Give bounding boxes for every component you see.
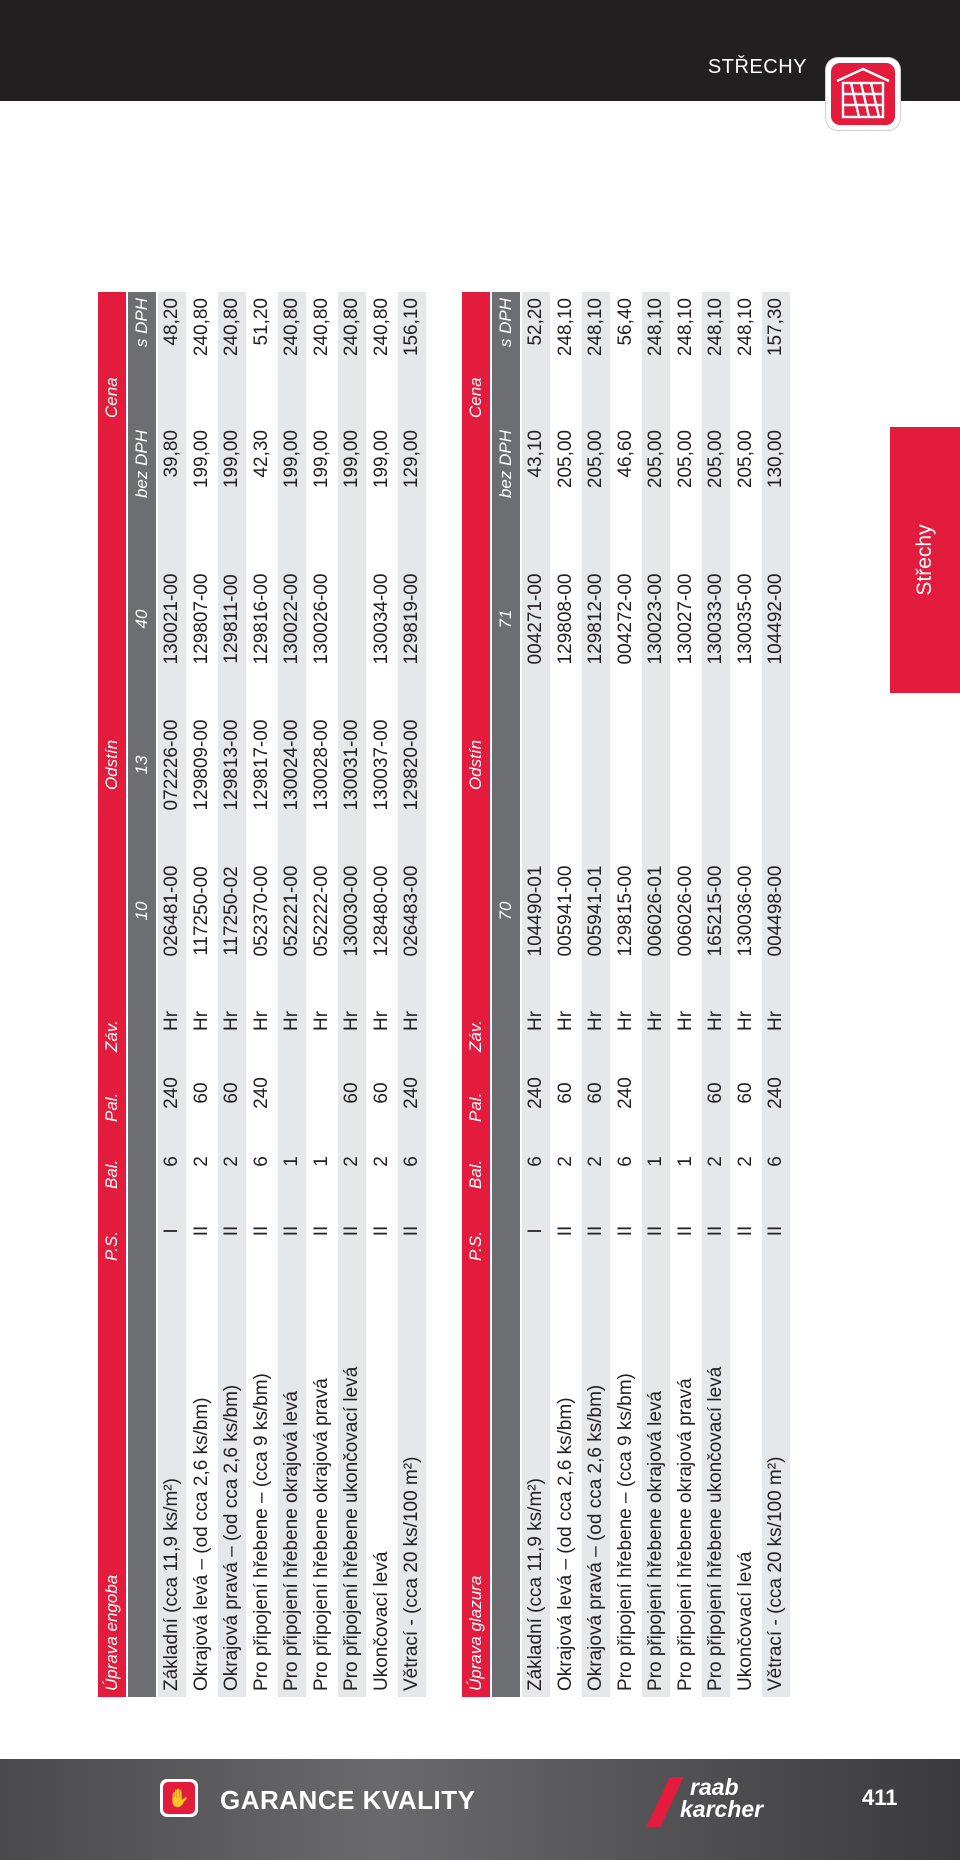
cell-shade-code-2 [522, 692, 550, 838]
cell-price-s-dph: 248,10 [732, 292, 760, 424]
cell-shade-code-2 [672, 692, 700, 838]
table-row [732, 292, 760, 1697]
cell-zav: Hr [308, 984, 336, 1058]
price-table [96, 292, 428, 1697]
cell-ps: I [522, 1195, 550, 1267]
cell-ps: II [218, 1195, 246, 1267]
cell-pal: 60 [188, 1058, 216, 1128]
cell-price-s-dph: 52,20 [522, 292, 550, 424]
cell-shade-code-3: 130021-00 [158, 546, 186, 692]
cell-ps: II [732, 1195, 760, 1267]
cell-price-bez-dph: 199,00 [188, 424, 216, 546]
table-body [158, 292, 426, 1697]
cell-zav: Hr [582, 984, 610, 1058]
cell-shade-code-3 [338, 546, 366, 692]
cell-price-bez-dph: 42,30 [248, 424, 276, 546]
product-name: Větrací - (cca 20 ks/100 m²) [398, 1267, 426, 1697]
cell-pal: 240 [612, 1058, 640, 1128]
col-bal: Bal. [462, 1128, 490, 1195]
cell-price-bez-dph: 205,00 [702, 424, 730, 546]
cell-ps: I [158, 1195, 186, 1267]
product-name: Okrajová levá – (od cca 2,6 ks/bm) [552, 1267, 580, 1697]
col-pal: Pal. [98, 1058, 126, 1128]
brand-logo-mark [646, 1777, 683, 1827]
brand-logo-line2: karcher [680, 1796, 764, 1822]
cell-shade-code-1: 129815-00 [612, 838, 640, 984]
cell-ps: II [368, 1195, 396, 1267]
cell-zav: Hr [672, 984, 700, 1058]
cell-price-bez-dph: 46,60 [612, 424, 640, 546]
subcol-shade-2 [492, 692, 520, 838]
table-title: Úprava glazura [462, 1267, 490, 1697]
cell-price-bez-dph: 199,00 [308, 424, 336, 546]
cell-shade-code-2 [762, 692, 790, 838]
cell-shade-code-1: 005941-00 [552, 838, 580, 984]
product-name: Pro připojení hřebene ukončovací levá [702, 1267, 730, 1697]
cell-price-bez-dph: 205,00 [732, 424, 760, 546]
cell-shade-code-3: 004271-00 [522, 546, 550, 692]
product-name: Pro připojení hřebene okrajová levá [642, 1267, 670, 1697]
cell-shade-code-2 [612, 692, 640, 838]
cell-price-s-dph: 248,10 [552, 292, 580, 424]
cell-ps: II [278, 1195, 306, 1267]
cell-pal: 60 [552, 1058, 580, 1128]
col-bal: Bal. [98, 1128, 126, 1195]
cell-price-bez-dph: 130,00 [762, 424, 790, 546]
cell-price-bez-dph: 205,00 [642, 424, 670, 546]
cell-ps: II [612, 1195, 640, 1267]
cell-pal: 240 [398, 1058, 426, 1128]
cell-shade-code-2 [702, 692, 730, 838]
cell-bal: 2 [188, 1128, 216, 1195]
cell-shade-code-3: 130034-00 [368, 546, 396, 692]
cell-ps: II [398, 1195, 426, 1267]
col-ps: P.S. [98, 1195, 126, 1267]
cell-shade-code-3: 129819-00 [398, 546, 426, 692]
cell-zav: Hr [762, 984, 790, 1058]
cell-bal: 2 [732, 1128, 760, 1195]
cell-shade-code-3: 130027-00 [672, 546, 700, 692]
product-name: Pro připojení hřebene okrajová levá [278, 1267, 306, 1697]
cell-shade-code-2 [642, 692, 670, 838]
table-row [582, 292, 610, 1697]
cell-price-bez-dph: 199,00 [278, 424, 306, 546]
cell-shade-code-3: 129807-00 [188, 546, 216, 692]
cell-ps: II [672, 1195, 700, 1267]
price-table [460, 292, 792, 1697]
cell-pal: 60 [338, 1058, 366, 1128]
table-row [552, 292, 580, 1697]
cell-price-s-dph: 156,10 [398, 292, 426, 424]
product-name: Pro připojení hřebene – (cca 9 ks/bm) [248, 1267, 276, 1697]
cell-pal [308, 1058, 336, 1128]
quality-hand-icon: ✋ [160, 1779, 198, 1817]
cell-shade-code-1: 006026-01 [642, 838, 670, 984]
cell-pal: 240 [248, 1058, 276, 1128]
subcol-bez-dph: bez DPH [492, 424, 520, 546]
subcol-bez-dph: bez DPH [128, 424, 156, 546]
cell-shade-code-1: 006026-00 [672, 838, 700, 984]
cell-bal: 6 [398, 1128, 426, 1195]
cell-price-s-dph: 240,80 [308, 292, 336, 424]
cell-shade-code-3: 130033-00 [702, 546, 730, 692]
table-engoba [96, 298, 432, 1697]
cell-ps: II [188, 1195, 216, 1267]
cell-shade-code-1: 026481-00 [158, 838, 186, 984]
table-header-row [98, 292, 126, 1697]
cell-zav: Hr [278, 984, 306, 1058]
cell-shade-code-1: 165215-00 [702, 838, 730, 984]
cell-pal: 60 [732, 1058, 760, 1128]
table-row [338, 292, 366, 1697]
cell-bal: 6 [762, 1128, 790, 1195]
cell-zav: Hr [218, 984, 246, 1058]
cell-bal: 2 [702, 1128, 730, 1195]
cell-shade-code-1: 130036-00 [732, 838, 760, 984]
quality-label: GARANCE KVALITY [220, 1785, 476, 1815]
cell-pal: 60 [218, 1058, 246, 1128]
cell-price-bez-dph: 205,00 [552, 424, 580, 546]
cell-shade-code-1: 117250-02 [218, 838, 246, 984]
table-body [522, 292, 790, 1697]
cell-shade-code-3: 130035-00 [732, 546, 760, 692]
product-name: Pro připojení hřebene okrajová pravá [308, 1267, 336, 1697]
cell-bal: 6 [612, 1128, 640, 1195]
cell-price-s-dph: 240,80 [368, 292, 396, 424]
cell-ps: II [308, 1195, 336, 1267]
cell-shade-code-1: 052221-00 [278, 838, 306, 984]
cell-shade-code-2 [732, 692, 760, 838]
cell-shade-code-1: 004498-00 [762, 838, 790, 984]
cell-pal [672, 1058, 700, 1128]
cell-bal: 1 [642, 1128, 670, 1195]
product-name: Pro připojení hřebene – (cca 9 ks/bm) [612, 1267, 640, 1697]
product-name: Pro připojení hřebene okrajová pravá [672, 1267, 700, 1697]
cell-shade-code-2: 130024-00 [278, 692, 306, 838]
cell-bal: 1 [308, 1128, 336, 1195]
cell-pal: 60 [368, 1058, 396, 1128]
product-name: Okrajová levá – (od cca 2,6 ks/bm) [188, 1267, 216, 1697]
table-title: Úprava engoba [98, 1267, 126, 1697]
cell-bal: 2 [338, 1128, 366, 1195]
subcol-shade-3: 71 [492, 546, 520, 692]
brand-logo-line1: raab [690, 1774, 739, 1800]
cell-zav: Hr [338, 984, 366, 1058]
table-row [672, 292, 700, 1697]
cell-price-s-dph: 248,10 [702, 292, 730, 424]
side-tab-strechy[interactable] [890, 427, 960, 693]
footer-bar [0, 1759, 960, 1860]
roof-tiles-icon [826, 58, 900, 130]
cell-price-s-dph: 51,20 [248, 292, 276, 424]
cell-bal: 2 [552, 1128, 580, 1195]
cell-price-s-dph: 240,80 [218, 292, 246, 424]
cell-zav: Hr [368, 984, 396, 1058]
table-row [612, 292, 640, 1697]
col-odstin: Odstín [462, 692, 490, 838]
cell-shade-code-3: 129816-00 [248, 546, 276, 692]
cell-price-s-dph: 248,10 [642, 292, 670, 424]
cell-zav: Hr [398, 984, 426, 1058]
cell-price-s-dph: 240,80 [188, 292, 216, 424]
cell-shade-code-2: 129817-00 [248, 692, 276, 838]
col-zav: Záv. [462, 984, 490, 1058]
cell-shade-code-3: 129808-00 [552, 546, 580, 692]
cell-shade-code-1: 026483-00 [398, 838, 426, 984]
cell-shade-code-3: 129812-00 [582, 546, 610, 692]
cell-bal: 2 [582, 1128, 610, 1195]
cell-price-s-dph: 48,20 [158, 292, 186, 424]
cell-price-bez-dph: 199,00 [368, 424, 396, 546]
cell-ps: II [702, 1195, 730, 1267]
table-row [642, 292, 670, 1697]
cell-pal: 60 [582, 1058, 610, 1128]
subcol-shade-1: 10 [128, 838, 156, 984]
cell-shade-code-2: 130028-00 [308, 692, 336, 838]
cell-ps: II [582, 1195, 610, 1267]
cell-ps: II [338, 1195, 366, 1267]
cell-zav: Hr [612, 984, 640, 1058]
col-zav: Záv. [98, 984, 126, 1058]
cell-shade-code-1: 128480-00 [368, 838, 396, 984]
table-row [158, 292, 186, 1697]
cell-price-s-dph: 240,80 [278, 292, 306, 424]
subcol-shade-1: 70 [492, 838, 520, 984]
subcol-shade-2: 13 [128, 692, 156, 838]
col-odstin: Odstín [98, 692, 126, 838]
cell-shade-code-3: 130022-00 [278, 546, 306, 692]
cell-bal: 1 [672, 1128, 700, 1195]
cell-shade-code-3: 004272-00 [612, 546, 640, 692]
table-row [368, 292, 396, 1697]
cell-price-bez-dph: 39,80 [158, 424, 186, 546]
cell-price-bez-dph: 43,10 [522, 424, 550, 546]
table-subheader-row [492, 292, 520, 1697]
table-subheader-row [128, 292, 156, 1697]
cell-zav: Hr [522, 984, 550, 1058]
product-name: Ukončovací levá [732, 1267, 760, 1697]
cell-shade-code-1: 117250-00 [188, 838, 216, 984]
cell-pal: 240 [762, 1058, 790, 1128]
cell-shade-code-1: 052370-00 [248, 838, 276, 984]
product-name: Základní (cca 11,9 ks/m²) [522, 1267, 550, 1697]
cell-zav: Hr [732, 984, 760, 1058]
cell-ps: II [552, 1195, 580, 1267]
product-name: Ukončovací levá [368, 1267, 396, 1697]
cell-shade-code-1: 005941-01 [582, 838, 610, 984]
section-title: STŘECHY [707, 56, 807, 78]
table-row [278, 292, 306, 1697]
cell-pal: 240 [158, 1058, 186, 1128]
table-row [398, 292, 426, 1697]
table-row [522, 292, 550, 1697]
cell-shade-code-1: 130030-00 [338, 838, 366, 984]
cell-price-s-dph: 248,10 [672, 292, 700, 424]
cell-shade-code-2: 129809-00 [188, 692, 216, 838]
table-row [308, 292, 336, 1697]
page-number: 411 [862, 1785, 898, 1810]
cell-zav: Hr [188, 984, 216, 1058]
cell-zav: Hr [158, 984, 186, 1058]
cell-zav: Hr [642, 984, 670, 1058]
cell-price-s-dph: 248,10 [582, 292, 610, 424]
table-row [762, 292, 790, 1697]
cell-pal [278, 1058, 306, 1128]
cell-pal [642, 1058, 670, 1128]
cell-pal: 60 [702, 1058, 730, 1128]
cell-ps: II [642, 1195, 670, 1267]
cell-price-bez-dph: 205,00 [582, 424, 610, 546]
subcol-shade-3: 40 [128, 546, 156, 692]
cell-bal: 2 [368, 1128, 396, 1195]
cell-price-bez-dph: 199,00 [338, 424, 366, 546]
cell-price-s-dph: 240,80 [338, 292, 366, 424]
table-row [218, 292, 246, 1697]
side-tab-label: Střechy [913, 524, 936, 596]
cell-shade-code-1: 052222-00 [308, 838, 336, 984]
cell-ps: II [248, 1195, 276, 1267]
cell-bal: 6 [522, 1128, 550, 1195]
cell-shade-code-3: 130026-00 [308, 546, 336, 692]
cell-zav: Hr [248, 984, 276, 1058]
subcol-s-dph: s DPH [128, 292, 156, 424]
table-row [702, 292, 730, 1697]
top-bar [0, 0, 960, 101]
table-row [248, 292, 276, 1697]
cell-shade-code-3: 129811-00 [218, 546, 246, 692]
col-cena: Cena [462, 292, 490, 424]
cell-zav: Hr [702, 984, 730, 1058]
product-name: Pro připojení hřebene ukončovací levá [338, 1267, 366, 1697]
cell-bal: 6 [248, 1128, 276, 1195]
subcol-s-dph: s DPH [492, 292, 520, 424]
table-glazura [460, 298, 796, 1697]
product-name: Okrajová pravá – (od cca 2,6 ks/bm) [218, 1267, 246, 1697]
cell-zav: Hr [552, 984, 580, 1058]
cell-shade-code-2: 130031-00 [338, 692, 366, 838]
col-cena: Cena [98, 292, 126, 424]
col-ps: P.S. [462, 1195, 490, 1267]
product-name: Základní (cca 11,9 ks/m²) [158, 1267, 186, 1697]
cell-shade-code-2: 129820-00 [398, 692, 426, 838]
cell-bal: 6 [158, 1128, 186, 1195]
product-name: Větrací - (cca 20 ks/100 m²) [762, 1267, 790, 1697]
cell-shade-code-1: 104490-01 [522, 838, 550, 984]
product-name: Okrajová pravá – (od cca 2,6 ks/bm) [582, 1267, 610, 1697]
cell-bal: 2 [218, 1128, 246, 1195]
cell-ps: II [762, 1195, 790, 1267]
cell-shade-code-2 [552, 692, 580, 838]
col-pal: Pal. [462, 1058, 490, 1128]
cell-shade-code-3: 104492-00 [762, 546, 790, 692]
cell-shade-code-2: 129813-00 [218, 692, 246, 838]
cell-price-bez-dph: 205,00 [672, 424, 700, 546]
cell-price-bez-dph: 129,00 [398, 424, 426, 546]
table-row [188, 292, 216, 1697]
cell-price-bez-dph: 199,00 [218, 424, 246, 546]
cell-shade-code-2 [582, 692, 610, 838]
cell-price-s-dph: 56,40 [612, 292, 640, 424]
cell-shade-code-2: 130037-00 [368, 692, 396, 838]
cell-shade-code-2: 072226-00 [158, 692, 186, 838]
cell-shade-code-3: 130023-00 [642, 546, 670, 692]
table-header-row [462, 292, 490, 1697]
cell-pal: 240 [522, 1058, 550, 1128]
cell-price-s-dph: 157,30 [762, 292, 790, 424]
cell-bal: 1 [278, 1128, 306, 1195]
